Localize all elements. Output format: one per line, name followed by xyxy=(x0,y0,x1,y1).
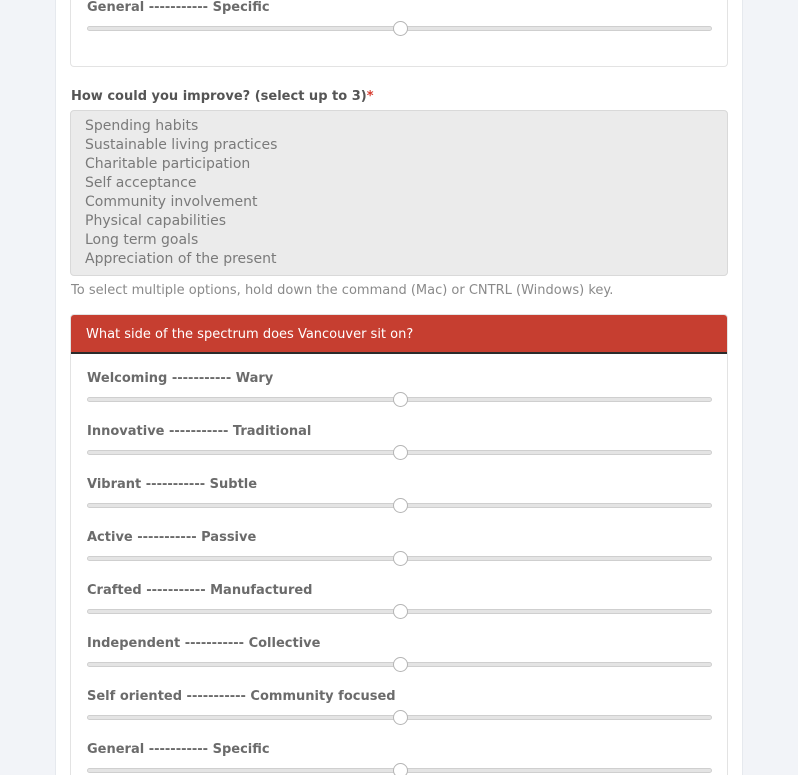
slider-label: Self oriented ----------- Community focused xyxy=(87,689,396,704)
slider-label: Independent ----------- Collective xyxy=(87,636,321,651)
select-option[interactable]: Charitable participation xyxy=(85,156,251,172)
spectrum-slider[interactable] xyxy=(87,556,712,561)
select-option[interactable]: Appreciation of the present xyxy=(85,251,277,267)
slider-thumb[interactable] xyxy=(393,21,408,36)
multi-select-help-text: To select multiple options, hold down the command (Mac) or CNTRL (Windows) key. xyxy=(71,283,614,298)
improve-multi-select[interactable] xyxy=(70,110,728,276)
slider-label: Vibrant ----------- Subtle xyxy=(87,477,258,492)
slider-label: General ----------- Specific xyxy=(87,0,270,15)
slider-thumb[interactable] xyxy=(393,604,408,619)
slider-label: Welcoming ----------- Wary xyxy=(87,371,274,386)
spectrum-slider[interactable] xyxy=(87,397,712,402)
select-option[interactable]: Long term goals xyxy=(85,232,199,248)
slider-label: Active ----------- Passive xyxy=(87,530,257,545)
slider-label: Innovative ----------- Traditional xyxy=(87,424,312,439)
required-marker: * xyxy=(366,89,374,104)
slider-thumb[interactable] xyxy=(393,763,408,775)
spectrum-slider[interactable] xyxy=(87,450,712,455)
spectrum-slider[interactable] xyxy=(87,609,712,614)
form-page xyxy=(55,0,743,775)
slider-thumb[interactable] xyxy=(393,445,408,460)
slider-thumb[interactable] xyxy=(393,710,408,725)
slider-thumb[interactable] xyxy=(393,551,408,566)
slider-general-specific[interactable] xyxy=(87,26,712,31)
select-option[interactable]: Physical capabilities xyxy=(85,213,226,229)
section-header: What side of the spectrum does Vancouver sit on? xyxy=(71,315,727,354)
select-option[interactable]: Sustainable living practices xyxy=(85,137,278,153)
select-option[interactable]: Spending habits xyxy=(85,118,199,134)
spectrum-section-panel xyxy=(70,314,728,775)
spectrum-slider[interactable] xyxy=(87,768,712,773)
slider-thumb[interactable] xyxy=(393,392,408,407)
slider-label: General ----------- Specific xyxy=(87,742,270,757)
spectrum-slider[interactable] xyxy=(87,503,712,508)
select-option[interactable]: Self acceptance xyxy=(85,175,197,191)
slider-thumb[interactable] xyxy=(393,657,408,672)
improve-question-label: How could you improve? (select up to 3)* xyxy=(71,89,374,104)
slider-label: Crafted ----------- Manufactured xyxy=(87,583,313,598)
spectrum-slider[interactable] xyxy=(87,662,712,667)
slider-thumb[interactable] xyxy=(393,498,408,513)
previous-section-panel xyxy=(70,0,728,67)
spectrum-slider[interactable] xyxy=(87,715,712,720)
select-option[interactable]: Community involvement xyxy=(85,194,258,210)
